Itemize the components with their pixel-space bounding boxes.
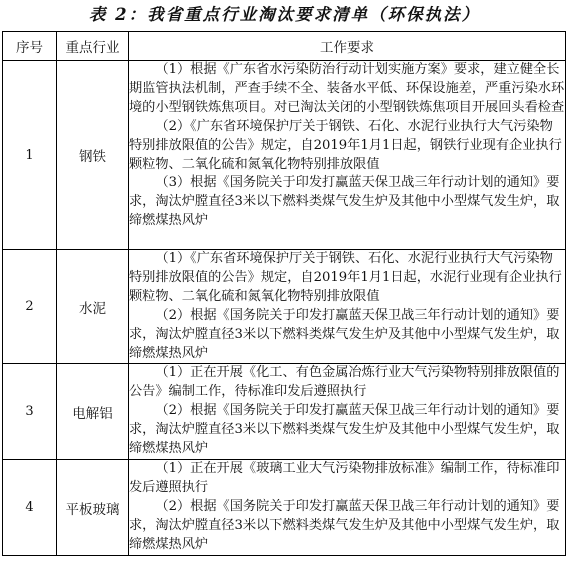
table-row (3, 460, 566, 556)
table-row (3, 61, 566, 250)
row-industry: 钢铁 (57, 61, 129, 250)
requirement-item: （1）根据《广东省水污染防治行动计划实施方案》要求，建立健全长期监管执法机制，严查手续不全、装备水平低、环保设施差，严重污染水环境的小型钢铁炼焦项目。对已淘汰关闭的小型钢铁炼焦项目开展回头看检查 (129, 62, 565, 115)
table-row (3, 250, 566, 364)
row-number: 2 (3, 250, 57, 364)
table-row (3, 364, 566, 460)
row-number: 1 (3, 61, 57, 250)
row-industry: 平板玻璃 (57, 460, 129, 556)
row-requirements (129, 460, 566, 556)
table-header-row (3, 32, 566, 61)
requirement-item: （1）《广东省环境保护厅关于钢铁、石化、水泥行业执行大气污染物特别排放限值的公告》规定，自2019年1月1日起，水泥行业现有企业执行颗粒物、二氧化硫和氮氧化物特别排放限值 (129, 251, 562, 304)
requirement-item: （2）根据《国务院关于印发打赢蓝天保卫战三年行动计划的通知》要求，淘汰炉膛直径3米以下燃料类煤气发生炉及其他中小型煤气发生炉，取缔燃煤热风炉 (129, 403, 560, 457)
header-serial-number: 序号 (3, 32, 57, 61)
requirement-item: （2）《广东省环境保护厅关于钢铁、石化、水泥行业执行大气污染物特别排放限值的公告》规定，自2019年1月1日起，钢铁行业现有企业执行颗粒物、二氧化硫和氮氧化物特别排放限值 (129, 118, 562, 172)
requirement-item: （2）根据《国务院关于印发打赢蓝天保卫战三年行动计划的通知》要求，淘汰炉膛直径3米以下燃料类煤气发生炉及其他中小型煤气发生炉，取缔燃煤热风炉 (129, 307, 560, 361)
header-work-requirements: 工作要求 (129, 32, 566, 61)
row-requirements (129, 250, 566, 364)
row-requirements (129, 364, 566, 460)
header-key-industry: 重点行业 (57, 32, 129, 61)
table-caption: 表 2：我省重点行业淘汰要求清单（环保执法） (88, 5, 481, 24)
row-number: 4 (3, 460, 57, 556)
row-requirements (129, 61, 566, 250)
requirement-item: （3）根据《国务院关于印发打赢蓝天保卫战三年行动计划的通知》要求，淘汰炉膛直径3米以下燃料类煤气发生炉及其他中小型煤气发生炉，取缔燃煤热风炉 (129, 175, 560, 229)
requirements-table (2, 31, 566, 556)
requirement-item: （2）根据《国务院关于印发打赢蓝天保卫战三年行动计划的通知》要求，淘汰炉膛直径3米以下燃料类煤气发生炉及其他中小型煤气发生炉，取缔燃煤热风炉 (129, 499, 560, 553)
requirement-item: （1）正在开展《化工、有色金属冶炼行业大气污染物特别排放限值的公告》编制工作，待标准印发后遵照执行 (129, 365, 560, 400)
row-industry: 电解铝 (57, 364, 129, 460)
row-number: 3 (3, 364, 57, 460)
requirement-item: （1）正在开展《玻璃工业大气污染物排放标准》编制工作，待标准印发后遵照执行 (129, 461, 560, 496)
row-industry: 水泥 (57, 250, 129, 364)
